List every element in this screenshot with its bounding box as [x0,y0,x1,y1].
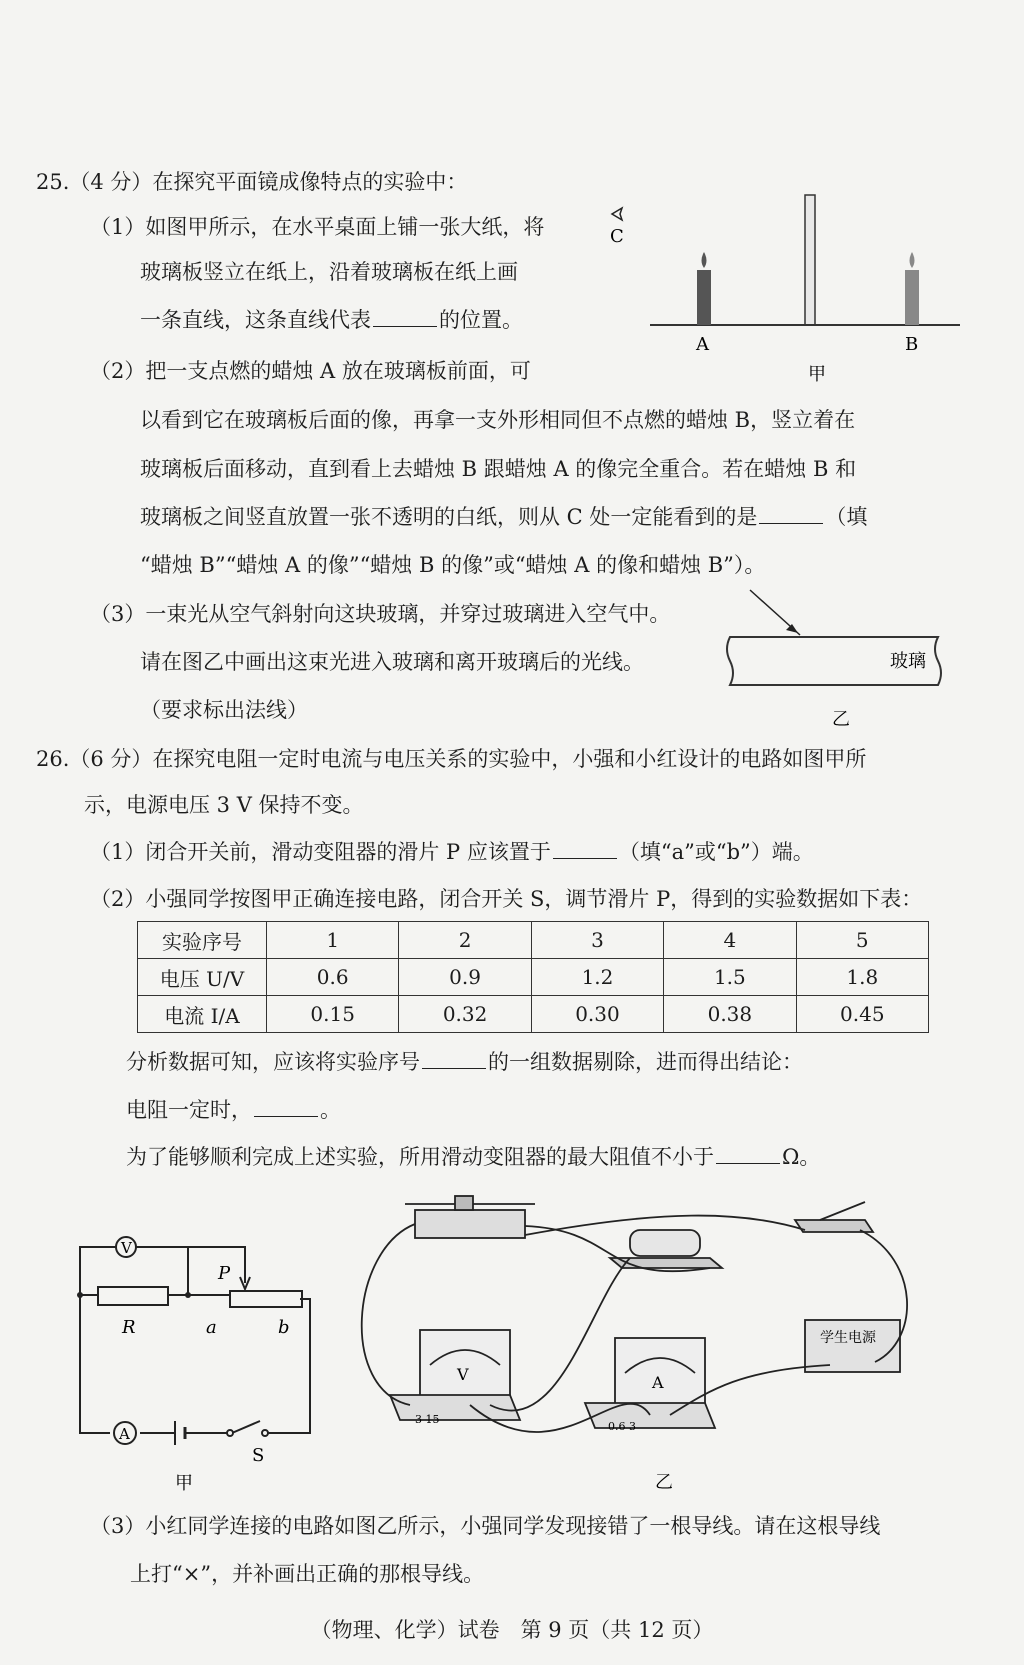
voltmeter-scale: 3 15 [415,1413,440,1426]
q26-analysis-3: 为了能够顺利完成上述实验，所用滑动变阻器的最大阻值不小于 Ω。 [126,1145,821,1169]
q25-heading: 25.（4 分）在探究平面镜成像特点的实验中： [36,170,468,194]
q25-p2-line3: 玻璃板后面移动，直到看上去蜡烛 B 跟蜡烛 A 的像完全重合。若在蜡烛 B 和 [140,457,857,481]
mirror-experiment-figure [600,190,980,390]
q25-p1-line2: 玻璃板竖立在纸上，沿着玻璃板在纸上画 [140,260,518,284]
q25-p3-line1: （3）一束光从空气斜射向这块玻璃，并穿过玻璃进入空气中。 [90,602,671,626]
answer-blank[interactable] [716,1143,780,1164]
eye-icon [612,208,622,220]
answer-blank[interactable] [759,503,823,524]
table-row: 电流 I/A 0.15 0.32 0.30 0.38 0.45 [138,996,929,1033]
answer-blank[interactable] [254,1096,318,1117]
label-a: A [696,334,709,355]
figure-caption: 甲 [175,1473,193,1494]
real-circuit-figure [360,1190,960,1500]
ammeter-label: A [119,1425,130,1443]
q25-p1-line3: 一条直线，这条直线代表 的位置。 [140,308,523,332]
q26-p1: （1）闭合开关前，滑动变阻器的滑片 P 应该置于 （填“a”或“b”）端。 [90,840,814,864]
voltmeter-label: V [121,1239,132,1257]
switch-label: S [252,1445,265,1466]
voltmeter-label: V [457,1365,469,1384]
rheostat [230,1291,302,1307]
candle-a [697,270,711,325]
q25-p3-line2: 请在图乙中画出这束光进入玻璃和离开玻璃后的光线。 [140,650,644,674]
figure-caption: 乙 [655,1472,673,1493]
power-supply-label: 学生电源 [820,1330,876,1346]
label-b: B [905,334,919,355]
q25-p2-line4: 玻璃板之间竖直放置一张不透明的白纸，则从 C 处一定能看到的是 （填 [140,505,868,529]
ammeter-scale: 0.6 3 [608,1420,636,1433]
q25-p2-line5: “蜡烛 B”“蜡烛 A 的像”“蜡烛 B 的像”或“蜡烛 A 的像和蜡烛 B”）。 [140,553,766,577]
answer-blank[interactable] [373,306,437,327]
table-row: 电压 U/V 0.6 0.9 1.2 1.5 1.8 [138,959,929,996]
ammeter-label: A [652,1373,664,1392]
end-a-label: a [206,1317,217,1338]
rheostat-device [415,1210,525,1238]
glass-label: 玻璃 [890,651,926,672]
q25-p3-line3: （要求标出法线） [140,698,308,722]
slider-p-label: P [218,1263,231,1284]
end-b-label: b [278,1317,290,1338]
page-footer: （物理、化学）试卷 第 9 页（共 12 页） [310,1618,714,1642]
glass-block-figure [720,585,950,735]
q25-p1-line1: （1）如图甲所示，在水平桌面上铺一张大纸，将 [90,215,545,239]
q26-heading: 26.（6 分）在探究电阻一定时电流与电压关系的实验中，小强和小红设计的电路如图甲所 [36,747,867,771]
q26-analysis-1: 分析数据可知，应该将实验序号 的一组数据剔除，进而得出结论： [126,1050,803,1074]
figure-caption: 乙 [832,709,850,730]
q25-p2-line1: （2）把一支点燃的蜡烛 A 放在玻璃板前面，可 [90,359,531,383]
table-row: 实验序号 1 2 3 4 5 [138,922,929,959]
switch-s [232,1421,260,1433]
flame-icon [702,252,707,268]
resistor-r [98,1287,168,1305]
circuit-diagram [70,1225,340,1505]
q26-p2: （2）小强同学按图甲正确连接电路，闭合开关 S，调节滑片 P，得到的实验数据如下表： [90,887,923,911]
label-c: C [610,226,624,247]
q26-p3-line1: （3）小红同学连接的电路如图乙所示，小强同学发现接错了一根导线。请在这根导线 [90,1514,881,1538]
q26-p3-line2: 上打“×”，并补画出正确的那根导线。 [130,1562,485,1586]
answer-blank[interactable] [422,1048,486,1069]
q26-analysis-2: 电阻一定时， 。 [126,1098,341,1122]
resistor-label: R [122,1317,136,1338]
data-table [137,921,929,1033]
resistor-device [630,1230,700,1256]
q26-heading-line2: 示，电源电压 3 V 保持不变。 [84,793,364,817]
candle-b [905,270,919,325]
q25-p2-line2: 以看到它在玻璃板后面的像，再拿一支外形相同但不点燃的蜡烛 B，竖立着在 [140,408,856,432]
power-supply-device [805,1320,900,1372]
arrow-icon [786,624,798,633]
glass-plate [805,195,815,325]
answer-blank[interactable] [553,838,617,859]
figure-caption: 甲 [808,364,826,385]
flame-icon [910,252,915,268]
